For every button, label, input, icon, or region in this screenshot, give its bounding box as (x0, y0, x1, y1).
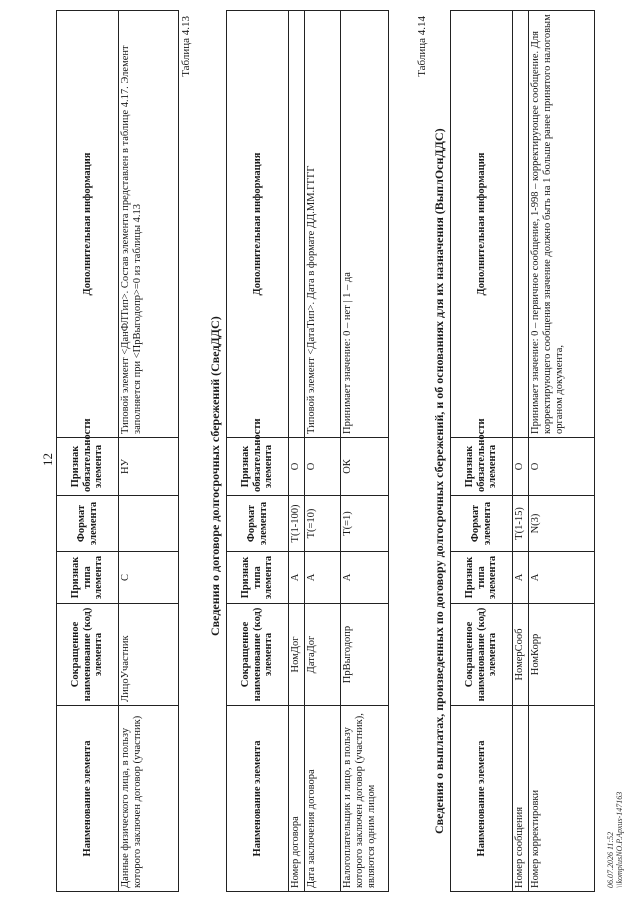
cell-info (513, 11, 529, 438)
cell-required: О (289, 438, 305, 496)
header-info: Дополнительная информация (451, 11, 513, 438)
header-required: Признак обязательности элемента (451, 438, 513, 496)
cell-name: Номер сообщения (513, 706, 529, 892)
cell-info (289, 11, 305, 438)
header-type: Признак типа элемента (227, 552, 289, 604)
cell-name: Номер корректировки (529, 706, 595, 892)
cell-name: Дата заключения договора (305, 706, 341, 892)
cell-code: НомДог (289, 604, 305, 706)
table-row (513, 11, 529, 892)
header-format: Формат элемента (227, 496, 289, 552)
header-code: Сокращенное наименование (код) элемента (451, 604, 513, 706)
page-number: 12 (40, 453, 55, 466)
table-row (529, 11, 595, 892)
header-code: Сокращенное наименование (код) элемента (57, 604, 119, 706)
cell-type: А (341, 552, 389, 604)
cell-code: ПрВыгодопр (341, 604, 389, 706)
header-name: Наименование элемента (57, 706, 119, 892)
table-row (305, 11, 341, 892)
cell-code: НомерСооб (513, 604, 529, 706)
cell-format: T(1-15) (513, 496, 529, 552)
header-required: Признак обязательности элемента (227, 438, 289, 496)
header-code: Сокращенное наименование (код) элемента (227, 604, 289, 706)
cell-code: ДатаДог (305, 604, 341, 706)
header-type: Признак типа элемента (57, 552, 119, 604)
cell-format: T(=10) (305, 496, 341, 552)
cell-type: А (289, 552, 305, 604)
cell-format: T(=1) (341, 496, 389, 552)
table-label-4-14: Таблица 4.14 (416, 16, 428, 77)
header-name: Наименование элемента (451, 706, 513, 892)
footer-stamp (606, 792, 624, 888)
cell-required: ОК (341, 438, 389, 496)
table-row (341, 11, 389, 892)
footer-line-2: \\komplusNO.P.Apxus-147163 (615, 791, 624, 888)
header-name: Наименование элемента (227, 706, 289, 892)
cell-required: НУ (119, 438, 179, 496)
cell-format: T(1-100) (289, 496, 305, 552)
cell-info: Принимает значение: 0 – нет | 1 – да (341, 11, 389, 438)
cell-required: О (529, 438, 595, 496)
footer-line-1: 06.07.2026 11:52 (606, 831, 615, 888)
table-title-4-14: Сведения о выплатах, произведенных по договору долгосрочных сбережений, и об основаниях для их назначения (ВыплОснДДС) (432, 128, 446, 834)
cell-required: О (305, 438, 341, 496)
cell-info: Типовой элемент <ДанФЛТип>. Состав элемента представлен в таблице 4.17. Элемент заполняется при <ПрВыгодопр>=0 из таблицы 4.13 (119, 11, 179, 438)
cell-name: Номер договора (289, 706, 305, 892)
table-4-13 (226, 10, 389, 892)
cell-info: Принимает значение: 0 – первичное сообщение, 1-998 – корректирующее сообщение. Для корректирующего сообщения значение должно быть на 1 больше ранее принятого налоговым органом документа, (529, 11, 595, 438)
cell-format (119, 496, 179, 552)
cell-required: О (513, 438, 529, 496)
cell-code: НомКорр (529, 604, 595, 706)
cell-name: Данные физического лица, в пользу которого заключен договор (участник) (119, 706, 179, 892)
table-continuation (56, 10, 179, 892)
cell-info: Типовой элемент <ДатаТип>. Дата в формате ДД.ММ.ГГГГ (305, 11, 341, 438)
table-4-14 (450, 10, 595, 892)
header-type: Признак типа элемента (451, 552, 513, 604)
cell-type: А (305, 552, 341, 604)
header-info: Дополнительная информация (227, 11, 289, 438)
cell-type: А (529, 552, 595, 604)
table-row (289, 11, 305, 892)
cell-code: ЛицоУчастник (119, 604, 179, 706)
cell-name: Налогоплательщик и лицо, в пользу которого заключен договор (участник), являются одним лицом (341, 706, 389, 892)
header-format: Формат элемента (57, 496, 119, 552)
header-required: Признак обязательности элемента (57, 438, 119, 496)
table-row (119, 11, 179, 892)
header-info: Дополнительная информация (57, 11, 119, 438)
table-label-4-13: Таблица 4.13 (180, 16, 192, 77)
header-format: Формат элемента (451, 496, 513, 552)
cell-type: С (119, 552, 179, 604)
cell-format: N(3) (529, 496, 595, 552)
table-title-4-13: Сведения о договоре долгосрочных сбережений (СведДДС) (208, 316, 222, 636)
cell-type: А (513, 552, 529, 604)
